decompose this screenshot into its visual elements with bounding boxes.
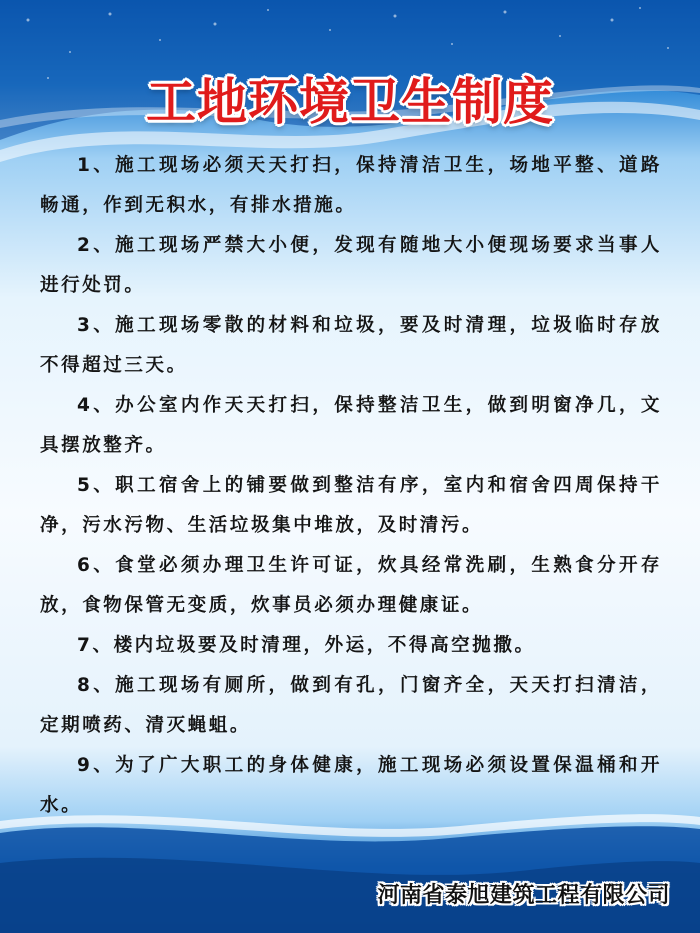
rule-item: 7、楼内垃圾要及时清理，外运，不得高空抛撒。 (77, 635, 536, 656)
rule-item: 6、食堂必须办理卫生许可证，炊具经常洗刷，生熟食分开存放，食物保管无变质，炊事员必须办理健康证。 (40, 555, 662, 616)
rule-item: 2、施工现场严禁大小便，发现有随地大小便现场要求当事人进行处罚。 (40, 235, 662, 296)
rule-item: 8、施工现场有厕所，做到有孔，门窗齐全，天天打扫清洁，定期喷药、清灭蝇蛆。 (40, 675, 662, 736)
rules-list (40, 146, 662, 826)
company-name: 河南省泰旭建筑工程有限公司 (377, 883, 670, 908)
rule-item: 4、办公室内作天天打扫，保持整洁卫生，做到明窗净几，文具摆放整齐。 (40, 395, 662, 456)
rule-item: 5、职工宿舍上的铺要做到整洁有序，室内和宿舍四周保持干净，污水污物、生活垃圾集中堆放，及时清污。 (40, 475, 662, 536)
rule-item: 9、为了广大职工的身体健康，施工现场必须设置保温桶和开水。 (40, 755, 662, 816)
poster-title: 工地环境卫生制度 (146, 73, 554, 131)
rule-item: 3、施工现场零散的材料和垃圾，要及时清理，垃圾临时存放不得超过三天。 (40, 315, 662, 376)
rule-item: 1、施工现场必须天天打扫，保持清洁卫生，场地平整、道路畅通，作到无积水，有排水措施。 (40, 155, 662, 216)
